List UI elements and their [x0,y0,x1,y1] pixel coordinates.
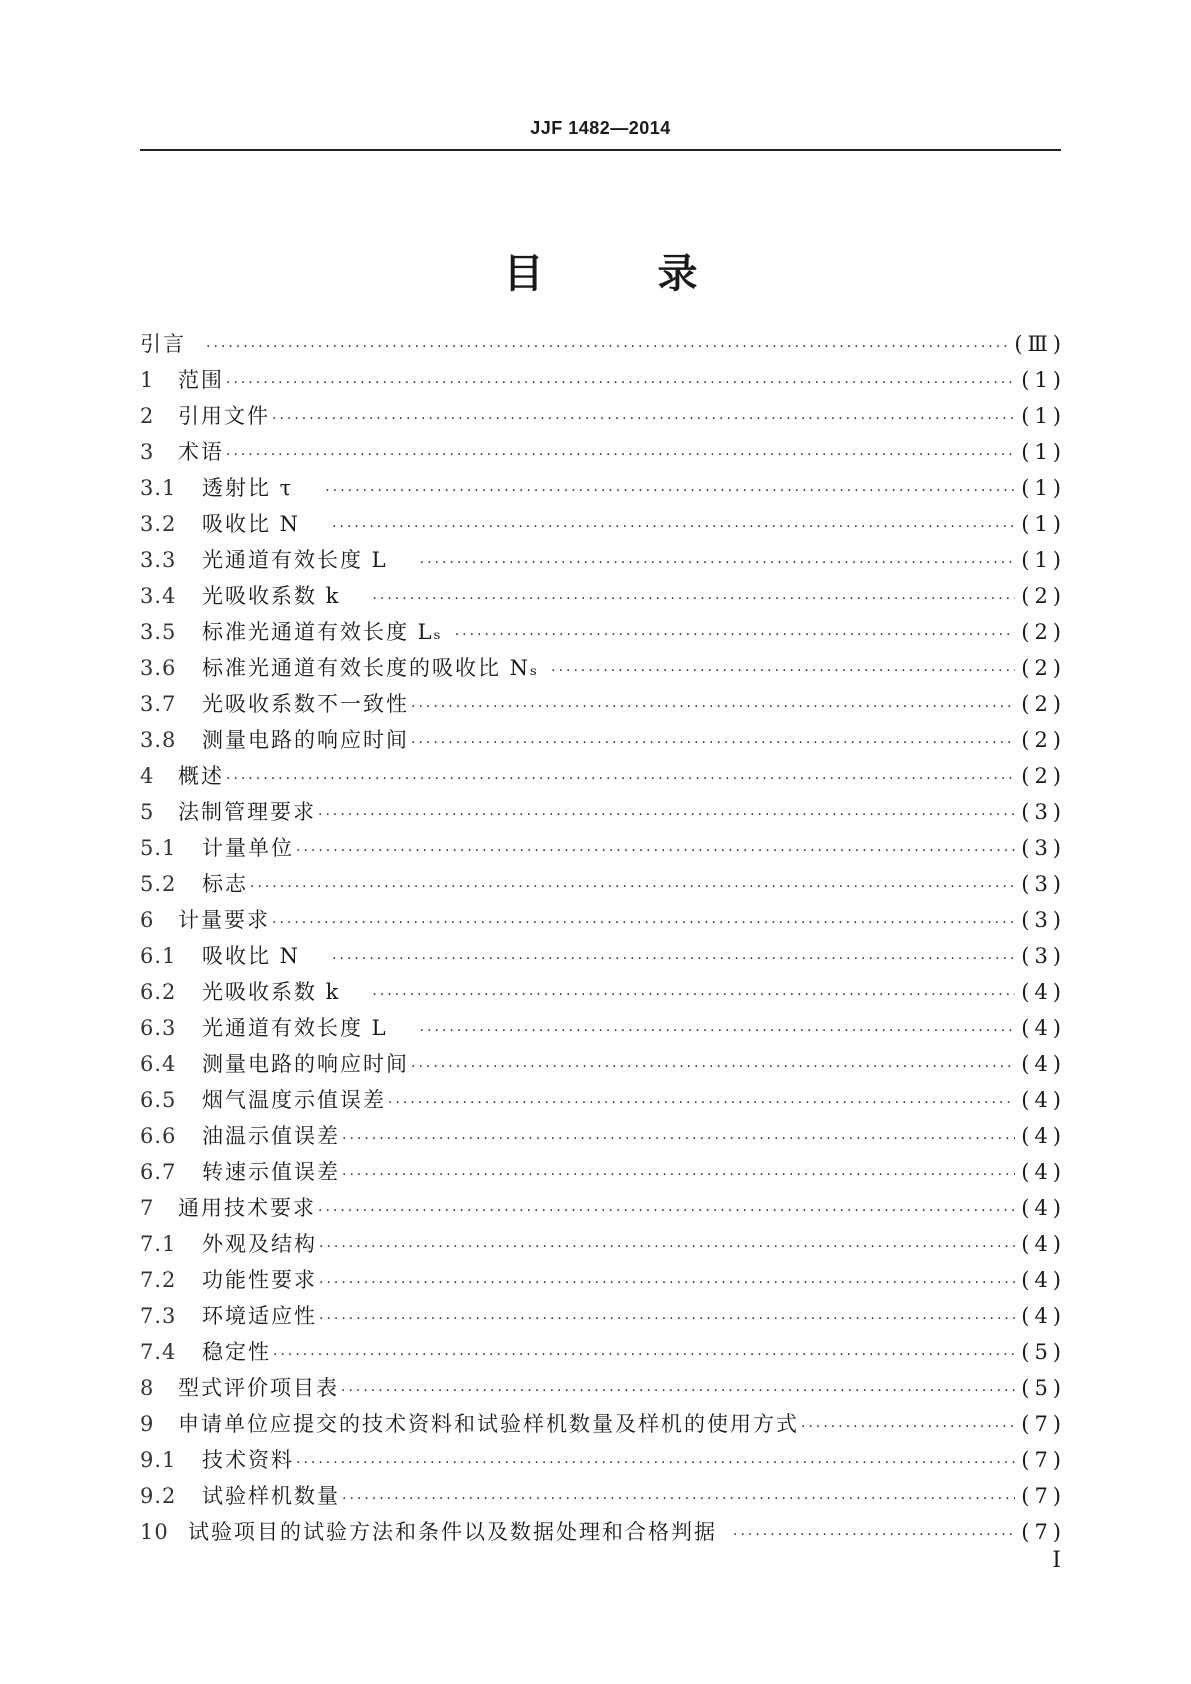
toc-entry-page: (7) [1021,1484,1066,1508]
toc-entry-page: (1) [1021,404,1066,428]
toc-entry-title: 外观及结构 [202,1232,317,1256]
header-rule [140,149,1061,151]
toc-dot-leader [372,581,1015,617]
toc-entry[interactable] [140,1370,1066,1406]
toc-entry-number: 5 [140,800,155,824]
toc-entry[interactable] [140,362,1066,398]
toc-entry-title: 光吸收系数 k [202,584,341,608]
toc-entry-number: 6.5 [140,1088,177,1112]
toc-entry[interactable] [140,794,1066,830]
toc-entry[interactable] [140,1334,1066,1370]
toc-entry-page: (1) [1021,368,1066,392]
toc-entry-title: 法制管理要求 [178,800,316,824]
toc-entry-page: (2) [1021,764,1066,788]
toc-entry[interactable] [140,758,1066,794]
toc-entry-page: (7) [1021,1448,1066,1472]
toc-dot-leader [332,941,1015,977]
toc-dot-leader [420,1013,1016,1049]
toc-entry-number: 1 [140,368,155,392]
toc-entry-number: 6.6 [140,1124,177,1148]
toc-entry-number: 10 [140,1520,169,1544]
toc-entry-title: 引言 [140,332,186,356]
toc-entry[interactable] [140,1478,1066,1514]
toc-entry[interactable] [140,902,1066,938]
toc-entry-title: 烟气温度示值误差 [202,1088,386,1112]
toc-entry-title: 标准光通道有效长度 Lₛ [202,620,443,644]
toc-entry-page: (3) [1021,836,1066,860]
toc-dot-leader [411,1049,1015,1085]
toc-entry-title: 稳定性 [202,1340,271,1364]
toc-entry-number: 3.4 [140,584,177,608]
toc-dot-leader [226,761,1015,797]
toc-entry-number: 5.1 [140,836,177,860]
toc-dot-leader [733,1517,1015,1553]
toc-entry-number: 9.1 [140,1448,177,1472]
toc-entry-page: (2) [1021,620,1066,644]
toc-dot-leader [372,977,1015,1013]
toc-dot-leader [226,365,1015,401]
document-code-header: JJF 1482—2014 [530,118,671,138]
toc-entry-number: 7.2 [140,1268,177,1292]
toc-entry-number: 3 [140,440,155,464]
toc-entry-number: 6 [140,908,155,932]
toc-entry[interactable] [140,938,1066,974]
toc-entry[interactable] [140,866,1066,902]
toc-entry-page: (2) [1021,728,1066,752]
toc-dot-leader [342,1121,1015,1157]
toc-entry-title: 标准光通道有效长度的吸收比 Nₛ [202,656,540,680]
toc-entry[interactable] [140,650,1066,686]
toc-dot-leader [318,797,1015,833]
toc-entry-page: (4) [1021,1088,1066,1112]
toc-entry-title: 试验样机数量 [202,1484,340,1508]
toc-entry[interactable] [140,326,1066,362]
toc-entry-page: (1) [1021,476,1066,500]
toc-dot-leader [226,437,1015,473]
toc-dot-leader [411,689,1015,725]
toc-dot-leader [411,725,1015,761]
toc-entry[interactable] [140,506,1066,542]
toc-dot-leader [206,329,1008,365]
toc-entry-page: (4) [1021,1232,1066,1256]
toc-entry[interactable] [140,722,1066,758]
toc-dot-leader [318,1193,1015,1229]
page-number: I [1052,1548,1061,1573]
toc-entry[interactable] [140,1046,1066,1082]
toc-entry-number: 3.5 [140,620,177,644]
toc-entry-number: 8 [140,1376,155,1400]
toc-entry[interactable] [140,1262,1066,1298]
toc-entry-page: (7) [1021,1520,1066,1544]
toc-entry-page: (4) [1021,1268,1066,1292]
toc-entry-title: 申请单位应提交的技术资料和试验样机数量及样机的使用方式 [178,1412,799,1436]
toc-entry[interactable] [140,542,1066,578]
toc-entry-page: (Ⅲ) [1014,332,1066,356]
toc-entry-number: 6.4 [140,1052,177,1076]
toc-entry-page: (1) [1021,440,1066,464]
toc-dot-leader [319,1265,1015,1301]
toc-entry-page: (3) [1021,908,1066,932]
toc-entry[interactable] [140,1442,1066,1478]
toc-entry-page: (4) [1021,980,1066,1004]
toc-entry-number: 7.3 [140,1304,177,1328]
table-of-contents [140,326,1066,1550]
toc-dot-leader [272,401,1015,437]
toc-entry-number: 7 [140,1196,155,1220]
toc-entry-title: 功能性要求 [202,1268,317,1292]
toc-entry[interactable] [140,1406,1066,1442]
toc-dot-leader [296,833,1015,869]
toc-entry-title: 范围 [178,368,224,392]
toc-entry-page: (4) [1021,1052,1066,1076]
toc-entry-page: (3) [1021,872,1066,896]
toc-entry-title: 计量单位 [202,836,294,860]
toc-entry-page: (1) [1021,548,1066,572]
toc-entry-title: 测量电路的响应时间 [202,728,409,752]
toc-entry-number: 7.1 [140,1232,177,1256]
toc-entry[interactable] [140,398,1066,434]
toc-entry[interactable] [140,1226,1066,1262]
toc-entry-page: (3) [1021,800,1066,824]
toc-dot-leader [388,1085,1015,1121]
toc-entry-number: 3.7 [140,692,177,716]
toc-entry-page: (7) [1021,1412,1066,1436]
toc-entry-title: 技术资料 [202,1448,294,1472]
toc-entry-title: 光吸收系数 k [202,980,341,1004]
toc-dot-leader [319,1229,1015,1265]
toc-entry-number: 9.2 [140,1484,177,1508]
toc-dot-leader [455,617,1016,653]
toc-entry-page: (5) [1021,1376,1066,1400]
toc-entry-page: (4) [1021,1196,1066,1220]
toc-entry-title: 环境适应性 [202,1304,317,1328]
toc-entry-number: 3.2 [140,512,177,536]
toc-entry-title: 透射比 τ [202,476,294,500]
toc-entry[interactable] [140,470,1066,506]
toc-entry-page: (2) [1021,692,1066,716]
toc-entry-number: 9 [140,1412,155,1436]
toc-entry[interactable] [140,1514,1066,1550]
toc-entry[interactable] [140,434,1066,470]
toc-entry-number: 4 [140,764,155,788]
page-title: 目 录 [503,251,748,297]
toc-entry-title: 标志 [202,872,248,896]
toc-entry-title: 转速示值误差 [202,1160,340,1184]
toc-dot-leader [801,1409,1015,1445]
toc-entry-page: (4) [1021,1124,1066,1148]
toc-entry[interactable] [140,1082,1066,1118]
toc-entry-number: 5.2 [140,872,177,896]
toc-entry-title: 吸收比 N [202,944,301,968]
toc-entry[interactable] [140,578,1066,614]
toc-entry[interactable] [140,1118,1066,1154]
toc-entry-page: (3) [1021,944,1066,968]
toc-entry-title: 光吸收系数不一致性 [202,692,409,716]
toc-dot-leader [420,545,1016,581]
toc-entry-number: 6.1 [140,944,177,968]
toc-entry-title: 光通道有效长度 L [202,548,388,572]
toc-entry-number: 2 [140,404,155,428]
toc-entry-title: 引用文件 [178,404,270,428]
toc-entry[interactable] [140,1154,1066,1190]
toc-entry-title: 型式评价项目表 [178,1376,339,1400]
toc-entry-title: 试验项目的试验方法和条件以及数据处理和合格判据 [188,1520,717,1544]
toc-dot-leader [342,1157,1015,1193]
toc-entry[interactable] [140,974,1066,1010]
toc-entry-number: 7.4 [140,1340,177,1364]
toc-entry-title: 计量要求 [178,908,270,932]
toc-entry-page: (2) [1021,584,1066,608]
toc-entry-title: 概述 [178,764,224,788]
toc-entry[interactable] [140,686,1066,722]
toc-entry-page: (4) [1021,1160,1066,1184]
toc-dot-leader [342,1481,1015,1517]
toc-entry-page: (2) [1021,656,1066,680]
toc-dot-leader [296,1445,1015,1481]
toc-dot-leader [325,473,1015,509]
toc-entry[interactable] [140,1010,1066,1046]
toc-entry-number: 6.3 [140,1016,177,1040]
toc-entry-number: 6.2 [140,980,177,1004]
toc-entry-page: (5) [1021,1340,1066,1364]
toc-entry-page: (1) [1021,512,1066,536]
toc-dot-leader [273,1337,1015,1373]
toc-entry-number: 3.6 [140,656,177,680]
toc-entry-title: 通用技术要求 [178,1196,316,1220]
toc-dot-leader [341,1373,1015,1409]
toc-entry-page: (4) [1021,1304,1066,1328]
toc-entry[interactable] [140,1298,1066,1334]
toc-entry[interactable] [140,830,1066,866]
toc-dot-leader [272,905,1015,941]
toc-entry-number: 6.7 [140,1160,177,1184]
toc-entry-number: 3.8 [140,728,177,752]
toc-dot-leader [250,869,1015,905]
toc-dot-leader [319,1301,1015,1337]
toc-entry-number: 3.1 [140,476,177,500]
toc-entry-page: (4) [1021,1016,1066,1040]
toc-entry-number: 3.3 [140,548,177,572]
toc-entry-title: 光通道有效长度 L [202,1016,388,1040]
toc-entry-title: 油温示值误差 [202,1124,340,1148]
toc-dot-leader [551,653,1015,689]
toc-dot-leader [332,509,1015,545]
toc-entry[interactable] [140,1190,1066,1226]
toc-entry-title: 术语 [178,440,224,464]
toc-entry-title: 吸收比 N [202,512,301,536]
toc-entry-title: 测量电路的响应时间 [202,1052,409,1076]
toc-entry[interactable] [140,614,1066,650]
